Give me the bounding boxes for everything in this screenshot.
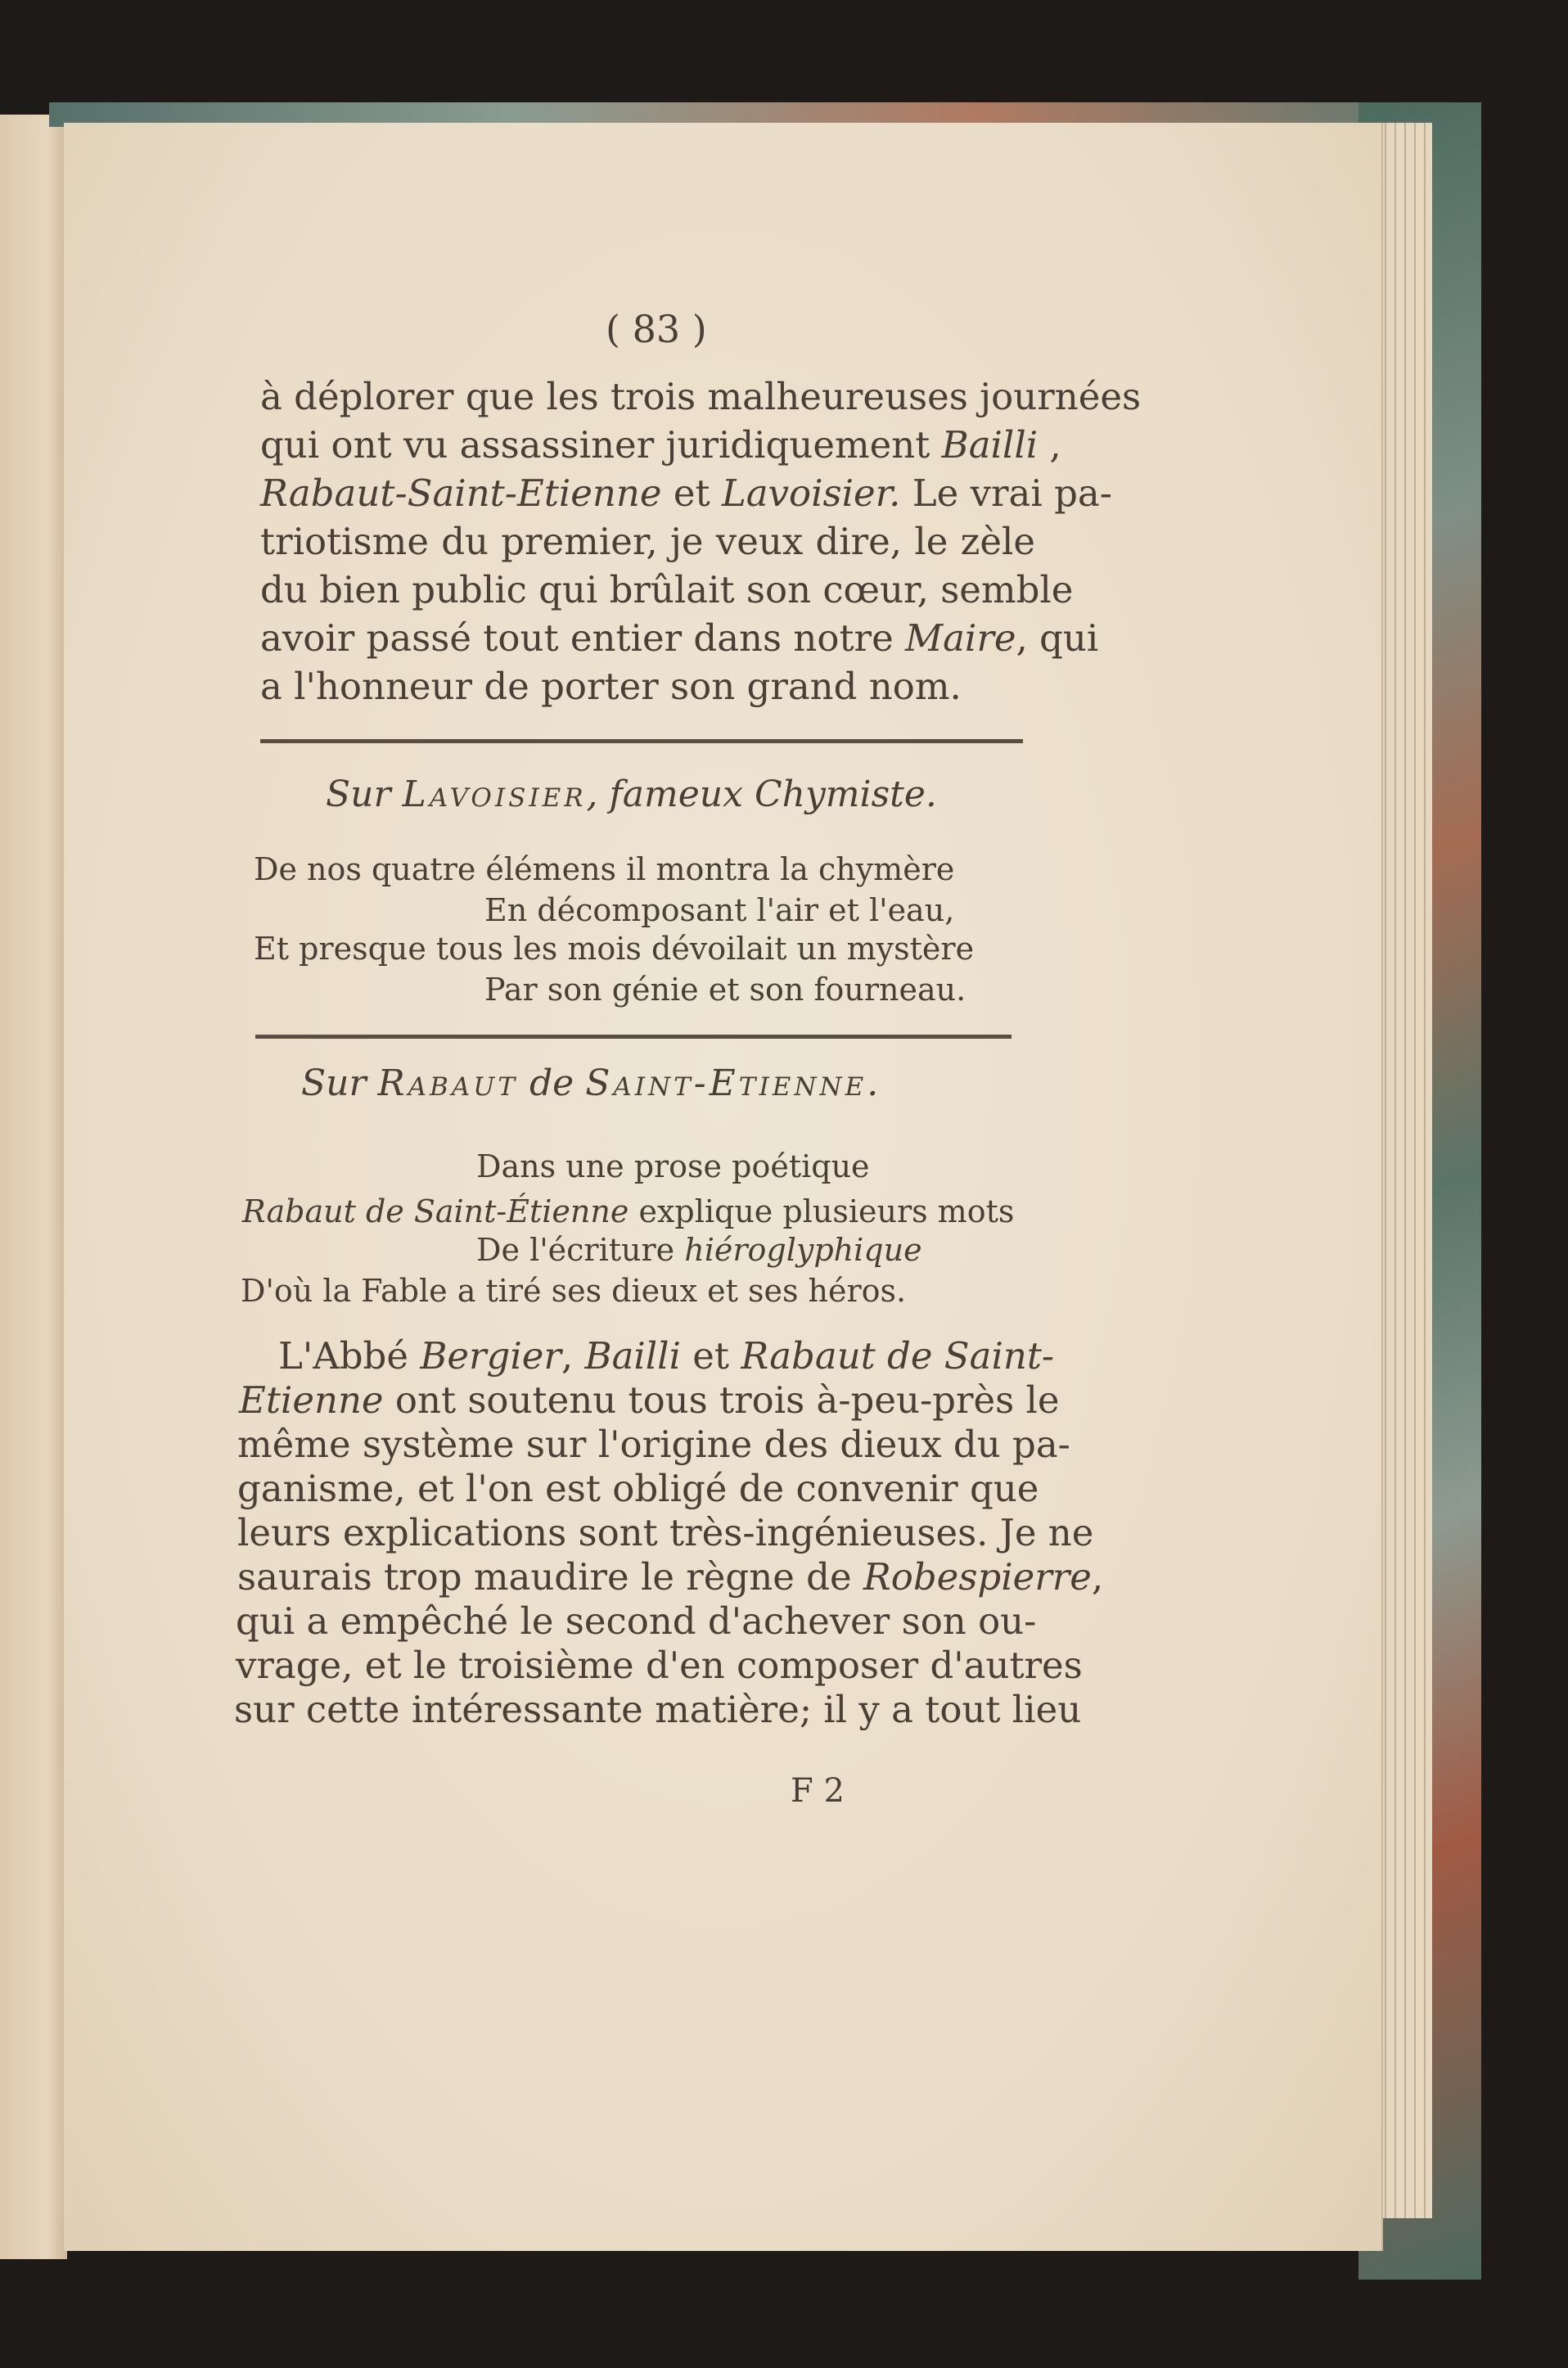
verse-line: Dans une prose poétique bbox=[476, 1148, 870, 1184]
text: Sur bbox=[301, 1062, 367, 1104]
text: Lavoisier bbox=[402, 774, 587, 815]
verse-line bbox=[242, 1193, 1014, 1229]
text: , bbox=[1049, 423, 1061, 467]
signature-mark: F 2 bbox=[791, 1772, 845, 1810]
text: et bbox=[692, 1334, 729, 1378]
verse-line: D'où la Fable a tiré ses dieux et ses héros. bbox=[241, 1273, 907, 1309]
italic-name: Maire bbox=[905, 616, 1016, 660]
verse-line: Et presque tous les mois dévoilait un mystère bbox=[254, 931, 975, 967]
italic-name: Bergier bbox=[420, 1334, 561, 1378]
verse-line: Par son génie et son fourneau. bbox=[484, 972, 966, 1008]
text-line: a l'honneur de porter son grand nom. bbox=[260, 665, 962, 708]
text-line: ganisme, et l'on est obligé de convenir que bbox=[237, 1467, 1039, 1510]
text-line: triotisme du premier, je veux dire, le zèle bbox=[260, 520, 1035, 563]
text-line: sur cette intéressante matière; il y a tout lieu bbox=[234, 1688, 1082, 1731]
text: , bbox=[1091, 1555, 1104, 1599]
text: Le vrai pa- bbox=[912, 471, 1112, 515]
italic-name: Rabaut de Saint-Étienne bbox=[242, 1193, 629, 1229]
section-rule bbox=[260, 739, 1023, 743]
text-line bbox=[260, 471, 1112, 515]
text-line bbox=[239, 1378, 1060, 1422]
text: , bbox=[561, 1334, 574, 1378]
text: ont soutenu tous trois à-peu-près le bbox=[394, 1378, 1060, 1422]
text-line bbox=[237, 1555, 1104, 1599]
italic-name: Rabaut-Saint-Etienne bbox=[260, 471, 662, 515]
text-line: même système sur l'origine des dieux du pa- bbox=[237, 1423, 1070, 1466]
italic-name: Etienne bbox=[239, 1378, 384, 1422]
text: Sur bbox=[326, 774, 391, 815]
text: avoir passé tout entier dans notre bbox=[260, 616, 894, 660]
text: Rabaut bbox=[377, 1062, 519, 1104]
page-number: ( 83 ) bbox=[606, 307, 707, 351]
italic-word: hiéroglyphique bbox=[684, 1232, 922, 1268]
facing-page bbox=[0, 115, 67, 2259]
text-line: du bien public qui brûlait son cœur, semble bbox=[260, 568, 1074, 611]
italic-name: Bailli bbox=[941, 423, 1039, 467]
text-line: vrage, et le troisième d'en composer d'autres bbox=[236, 1644, 1083, 1687]
text: de bbox=[529, 1062, 574, 1104]
verse-line: En décomposant l'air et l'eau, bbox=[484, 892, 955, 928]
text-line bbox=[260, 616, 1099, 660]
text: explique plusieurs mots bbox=[638, 1193, 1015, 1229]
italic-name: Rabaut de Saint- bbox=[741, 1334, 1055, 1378]
text-line: leurs explications sont très-ingénieuses. Je ne bbox=[237, 1511, 1094, 1554]
section-rule bbox=[255, 1035, 1012, 1039]
text: L'Abbé bbox=[278, 1334, 408, 1378]
text-line bbox=[260, 423, 1061, 467]
text: De l'écriture bbox=[476, 1232, 675, 1268]
text: saurais trop maudire le règne de bbox=[237, 1555, 852, 1599]
verse-line: De nos quatre élémens il montra la chymère bbox=[254, 851, 955, 887]
italic-name: Robespierre bbox=[863, 1555, 1092, 1599]
italic-name: Lavoisier. bbox=[721, 471, 901, 515]
section-heading-lavoisier bbox=[326, 774, 937, 815]
text: qui ont vu assassiner juridiquement bbox=[260, 423, 930, 467]
section-heading-rabaut bbox=[301, 1062, 881, 1104]
text-line: qui a empêché le second d'achever son ou- bbox=[236, 1599, 1037, 1643]
text: Saint-Etienne. bbox=[585, 1062, 882, 1104]
text: et bbox=[673, 471, 710, 515]
text: , qui bbox=[1016, 616, 1099, 660]
text-line: à déplorer que les trois malheureuses journées bbox=[260, 375, 1142, 418]
verse-line bbox=[476, 1232, 922, 1268]
text-line bbox=[278, 1334, 1055, 1378]
italic-name: Bailli bbox=[584, 1334, 681, 1378]
text: , fameux Chymiste. bbox=[586, 774, 937, 815]
